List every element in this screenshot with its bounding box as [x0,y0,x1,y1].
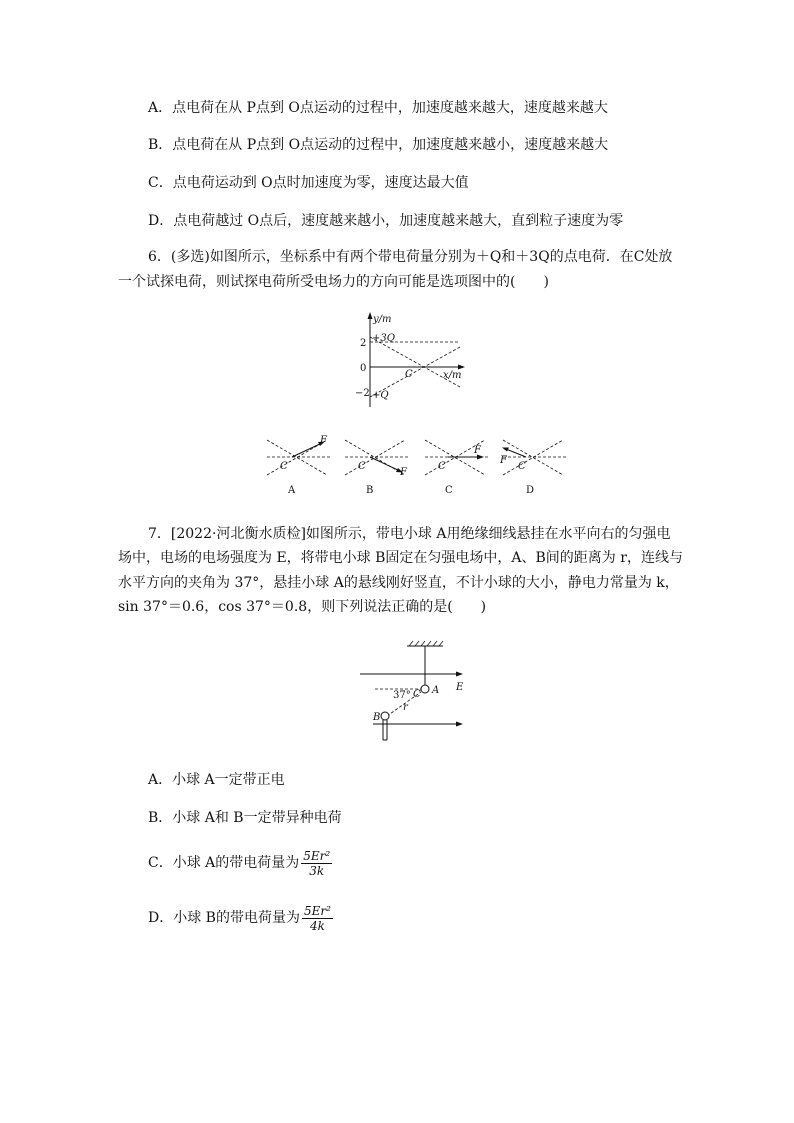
q6-x-axis-label: x/m [443,370,462,381]
q6-tick-minus2: −2 [355,388,370,399]
q6-a-f: F [320,435,327,446]
q7-angle-label: 37° [393,690,411,701]
q5-option-c: C．点电荷运动到 O点时加速度为零，速度达最大值 [148,175,469,191]
q7-option-b: B．小球 A和 B一定带异种电荷 [148,810,342,826]
q6-b-f: F [400,467,407,478]
q6-d-f: F [500,455,507,466]
q6-a-c: C [280,461,288,472]
q6-stem-line2: 一个试探电荷，则试探电荷所受电场力的方向可能是选项图中的( ) [118,274,549,290]
q5-option-b: B．点电荷在从 P点到 O点运动的过程中，加速度越来越小，速度越来越大 [148,137,609,153]
q7-option-c-denominator: 3k [309,863,325,878]
q7-field-figure [355,640,485,755]
q6-stem-line1: 6．(多选)如图所示，坐标系中有两个带电荷量分别为＋Q和＋3Q的点电荷．在C处放 [148,249,673,265]
q7-field-e: E [456,682,464,693]
q7-distance-r: r [403,702,408,713]
q6-option-c-figure [420,435,500,495]
q7-option-d-text: D．小球 B的带电荷量为 [148,910,300,926]
q7-ball-a-label: A [432,685,440,696]
q7-option-a: A．小球 A一定带正电 [148,772,285,788]
q7-point-c: C [413,689,421,700]
q6-c-f: F [474,445,481,456]
q6-b-c: C [358,461,366,472]
q7-option-d-fraction [302,904,333,933]
q6-option-a-letter: A [288,485,296,496]
q7-option-d-denominator: 4k [309,918,325,933]
q6-y-axis-label: y/m [373,314,392,325]
q7-option-c-text: C．小球 A的带电荷量为 [148,855,300,871]
q5-option-a: A．点电荷在从 P点到 O点运动的过程中，加速度越来越大，速度越来越大 [148,100,608,116]
q6-d-c: C [518,461,526,472]
q7-option-c-numerator: 5Er² [303,848,331,863]
q6-option-d-letter: D [526,485,535,496]
q6-option-a-figure [262,435,342,495]
q7-option-d [148,901,333,935]
q6-point-c: C [405,369,413,380]
q6-option-d-figure [498,435,578,495]
q6-coordinate-figure [355,312,495,412]
q6-option-c-letter: C [445,485,453,496]
q6-option-b-letter: B [366,485,374,496]
q6-charge-3q: +3Q [372,333,395,344]
q7-ball-b-label: B [373,712,381,723]
q7-option-d-numerator: 5Er² [303,903,331,918]
q6-tick-0: 0 [360,363,367,374]
q6-tick-2: 2 [360,338,367,349]
q7-option-c [148,846,332,880]
q7-stem-line4: sin 37°＝0.6，cos 37°＝0.8，则下列说法正确的是( ) [118,599,487,615]
q7-stem-line2: 场中，电场的电场强度为 E，将带电小球 B固定在匀强电场中，A、B间的距离为 r，连线与 [118,550,683,566]
q6-option-b-figure [340,435,420,495]
q7-stem-line1: 7．[2022·河北衡水质检]如图所示，带电小球 A用绝缘细线悬挂在水平向右的匀强电 [148,526,671,542]
q6-charge-q: +Q [372,390,389,401]
q6-c-c: C [438,461,446,472]
q7-stem-line3: 水平方向的夹角为 37°，悬挂小球 A的悬线刚好竖直，不计小球的大小，静电力常量为 k， [118,575,679,591]
q7-option-c-fraction [301,849,332,878]
q5-option-d: D．点电荷越过 O点后，速度越来越小，加速度越来越大，直到粒子速度为零 [148,213,624,229]
